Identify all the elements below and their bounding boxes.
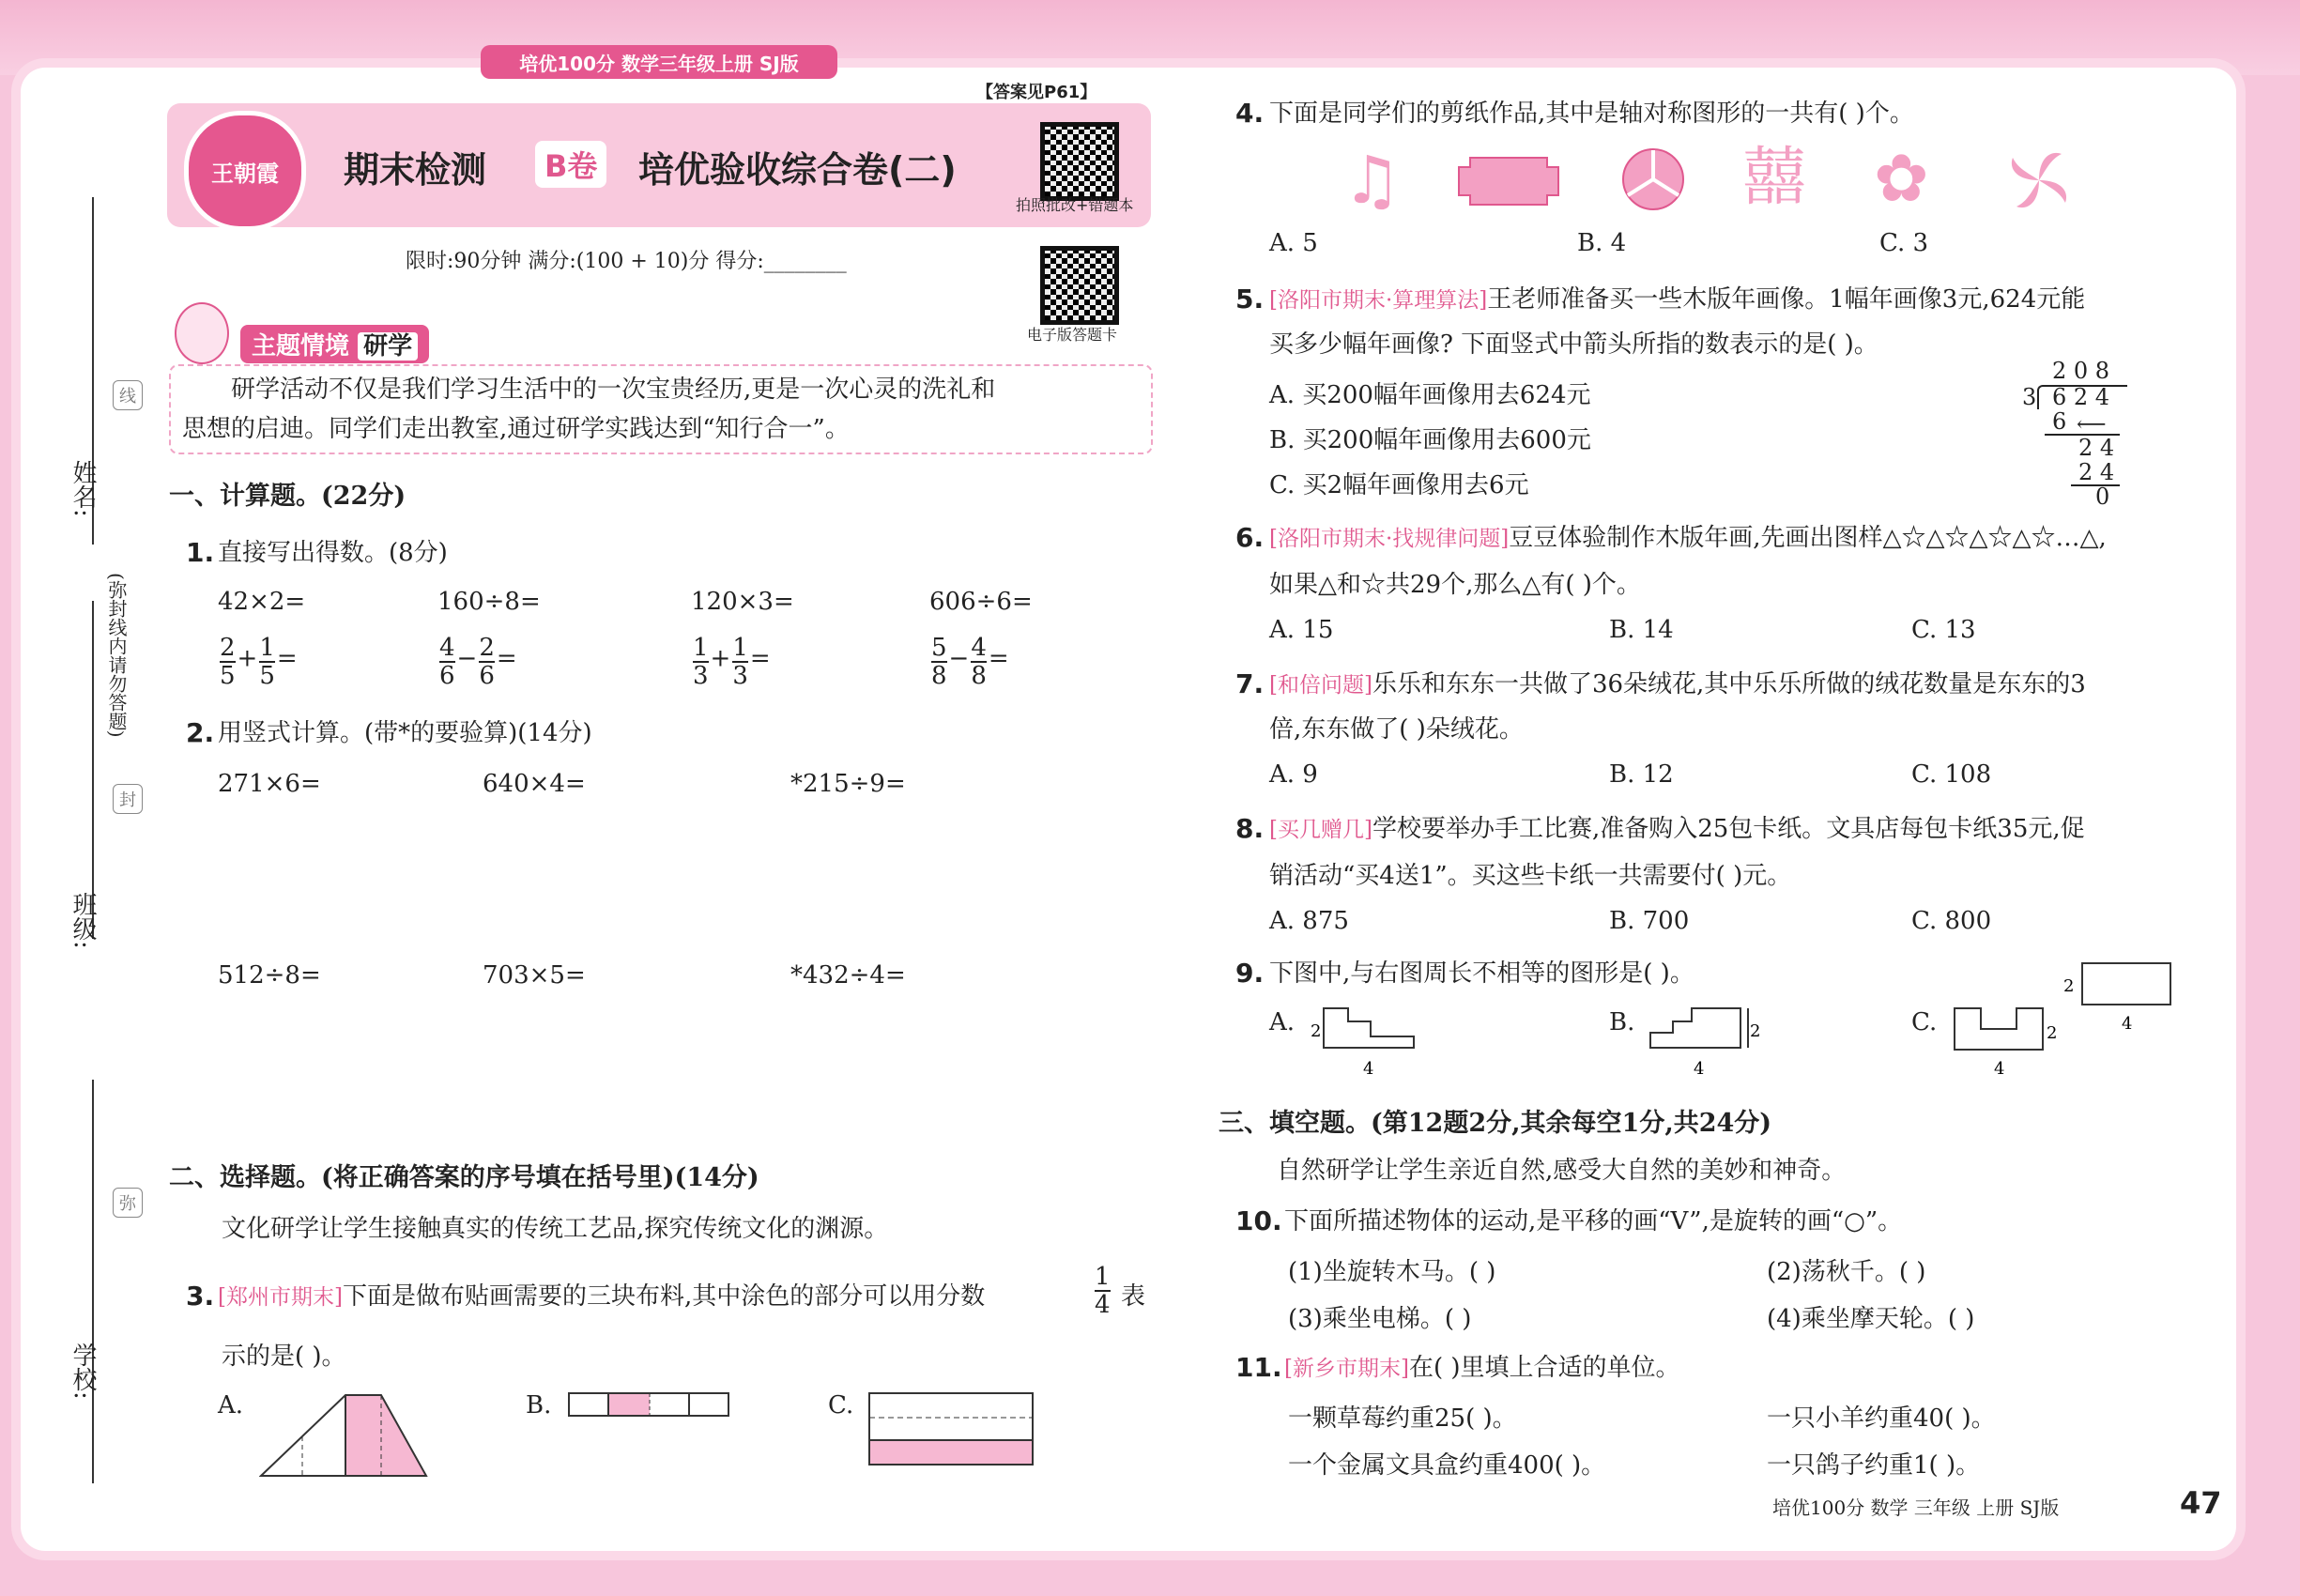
ribbon-paper-cut [1457,156,1560,207]
division-remainder: 0 [2095,483,2110,510]
name-field-label: 姓名: [69,460,97,517]
q1-frac-item[interactable]: $\frac{5}{8}$ − $\frac{4}{8}$ = [931,634,1009,690]
q3-option-c[interactable]: C. [828,1391,854,1420]
q3-option-b[interactable]: B. [526,1391,552,1420]
q10-blank[interactable]: (4)乘坐摩天轮。( ) [1767,1305,1975,1333]
q9-c-height-label: 2 [2047,1023,2058,1043]
clover-icon: ✿ [1874,140,1929,217]
q10-blank[interactable]: (3)乘坐电梯。( ) [1288,1305,1472,1333]
q9-option-a[interactable]: A. [1269,1008,1296,1036]
q5-option-c[interactable]: C. 买2幅年画像用去6元 [1269,471,1529,499]
q4-option-b[interactable]: B. 4 [1577,229,1627,257]
q9-figure-c [1947,1003,2069,1082]
q8-option-b[interactable]: B. 700 [1609,907,1690,935]
q11-blank[interactable]: 一颗草莓约重25( )。 [1288,1404,1517,1433]
q9-figure-b [1639,1003,1771,1082]
exam-meta: 限时:90分钟 满分:(100 + 10)分 得分:________ [406,250,847,273]
q9-reference-rectangle [2062,958,2184,1036]
bar-fabric-figure [567,1391,730,1418]
music-note-icon: ♫ [1342,142,1402,219]
q10-number: 10. [1235,1205,1282,1236]
qr-caption-grading: 拍照批改+错题本 [1016,196,1134,214]
answer-reference: 【答案见P61】 [976,83,1097,102]
section2-intro: 文化研学让学生接触真实的传统工艺品,探究传统文化的渊源。 [222,1215,889,1243]
binding-line-bottom [92,1080,94,1483]
q9-number: 9. [1235,958,1265,989]
q11-blank[interactable]: 一只小羊约重40( )。 [1767,1404,1996,1433]
fraction: $\frac{1}{3}$ [693,634,709,690]
q11-number: 11. [1235,1352,1282,1383]
trefoil-paper-cut [1620,146,1686,212]
theme-tag: 研学 [358,332,418,361]
q6-option-c[interactable]: C. 13 [1911,616,1976,644]
q1-number: 1. [186,537,215,568]
q2-item[interactable]: 512÷8= [218,961,321,990]
long-division-figure [2024,359,2137,509]
q1-frac-item[interactable]: $\frac{4}{6}$ − $\frac{2}{6}$ = [439,634,517,690]
q7-option-b[interactable]: B. 12 [1609,760,1674,789]
qr-code-icon[interactable] [1040,122,1119,201]
q1-item[interactable]: 42×2= [218,588,306,616]
q2-item[interactable]: 271×6= [218,770,321,798]
q1-item[interactable]: 160÷8= [437,588,541,616]
theme-label [240,325,429,363]
q7-text-line2: 倍,东东做了( )朵绒花。 [1269,715,1524,744]
top-band [0,0,2300,75]
q8-text-line1: [买几赠几]学校要举办手工比赛,准备购入25包卡纸。文具店每包卡纸35元,促 [1269,815,2085,843]
double-happiness-icon: 囍 [1742,141,1807,215]
q3-fraction: $\frac{1}{4}$ [1095,1263,1111,1319]
volume-badge: B卷 [535,141,606,188]
q7-tag: [和倍问题] [1269,673,1372,698]
section1-title: 一、计算题。(22分) [169,482,406,511]
q6-option-a[interactable]: A. 15 [1269,616,1334,644]
q9-c-width-label: 4 [1994,1059,2005,1079]
theme-text-line1: 研学活动不仅是我们学习生活中的一次宝贵经历,更是一次心灵的洗礼和 [231,376,996,404]
division-dividend: 6 2 4 [2052,384,2110,410]
q2-item[interactable]: *432÷4= [790,961,906,990]
q8-text-line2: 销活动“买4送1”。买这些卡纸一共需要付( )元。 [1269,862,1792,890]
q9-a-height-label: 2 [1311,1021,1322,1041]
q8-option-a[interactable]: A. 875 [1269,907,1349,935]
series-banner: 培优100分 数学三年级上册 SJ版 [481,45,837,79]
fraction: $\frac{1}{3}$ [732,634,748,690]
q7-number: 7. [1235,668,1265,699]
exam-type: 期末检测 [344,149,487,191]
q9-option-c[interactable]: C. [1911,1008,1938,1036]
q5-option-b[interactable]: B. 买200幅年画像用去600元 [1269,426,1591,454]
q9-ref-height-label: 2 [2063,976,2075,996]
q9-b-height-label: 2 [1750,1021,1761,1041]
q10-text: 下面所描述物体的运动,是平移的画“V”,是旋转的画“○”。 [1284,1207,1903,1235]
qr-code-answer-card-icon[interactable] [1040,246,1119,325]
q11-tag: [新乡市期末] [1284,1357,1409,1381]
brand-logo: 王朝霞 [184,111,306,231]
q6-option-b[interactable]: B. 14 [1609,616,1674,644]
section2-title: 二、选择题。(将正确答案的序号填在括号里)(14分) [169,1163,759,1192]
girl-avatar-icon [175,302,229,364]
q6-text-line2: 如果△和☆共29个,那么△有( )个。 [1269,571,1641,599]
q11-blank[interactable]: 一只鸽子约重1( )。 [1767,1451,1981,1480]
q4-option-a[interactable]: A. 5 [1269,229,1318,257]
q5-text-line2: 买多少幅年画像? 下面竖式中箭头所指的数表示的是( )。 [1269,330,1878,359]
q1-frac-item[interactable]: $\frac{1}{3}$ + $\frac{1}{3}$ = [693,634,771,690]
rect-fabric-figure [867,1391,1035,1466]
division-step1: 6 [2052,408,2067,435]
q7-text-line1: [和倍问题]乐乐和东东一共做了36朵绒花,其中乐乐所做的绒花数量是东东的3 [1269,670,2086,698]
q8-option-c[interactable]: C. 800 [1911,907,1992,935]
q4-option-c[interactable]: C. 3 [1879,229,1929,257]
q2-item[interactable]: 640×4= [483,770,586,798]
q8-tag: [买几赠几] [1269,818,1372,842]
q6-text-line1: [洛阳市期末·找规律问题]豆豆体验制作木版年画,先画出图样△☆△☆△☆△☆…△, [1269,524,2107,552]
q9-figure-a [1301,1003,1423,1082]
q5-number: 5. [1235,284,1265,315]
triangle-fabric-figure [259,1393,428,1478]
q7-option-a[interactable]: A. 9 [1269,760,1318,789]
division-divisor: 3 [2022,384,2037,410]
class-field-label: 班级: [69,892,97,949]
q2-item[interactable]: *215÷9= [790,770,906,798]
q3-text-end: 表 [1121,1282,1146,1311]
q9-option-b[interactable]: B. [1609,1008,1635,1036]
q3-tag: [郑州市期末] [218,1285,343,1310]
q4-number: 4. [1235,98,1265,129]
q5-option-a[interactable]: A. 买200幅年画像用去624元 [1269,381,1591,409]
q4-text: 下面是同学们的剪纸作品,其中是轴对称图形的一共有( )个。 [1269,100,1914,128]
q1-frac-item[interactable]: $\frac{2}{5}$ + $\frac{1}{5}$ = [220,634,298,690]
q3-text: [郑州市期末]下面是做布贴画需要的三块布料,其中涂色的部分可以用分数 [218,1282,986,1311]
q9-ref-width-label: 4 [2122,1014,2133,1034]
division-step2: 2 4 [2078,435,2115,461]
q7-option-c[interactable]: C. 108 [1911,760,1992,789]
theme-text-line2: 思想的启迪。同学们走出教室,通过研学实践达到“知行合一”。 [182,415,850,443]
q2-number: 2. [186,717,215,748]
q10-blank[interactable]: (2)荡秋千。( ) [1767,1258,1926,1286]
section3-intro: 自然研学让学生亲近自然,感受大自然的美妙和神奇。 [1277,1157,1847,1185]
arrow-left-icon: ⟵ [2077,413,2107,437]
section3-title: 三、填空题。(第12题2分,其余每空1分,共24分) [1219,1109,1772,1138]
q9-a-width-label: 4 [1363,1059,1374,1079]
q3-text-line2: 示的是( )。 [222,1343,346,1371]
q11-text: [新乡市期末]在( )里填上合适的单位。 [1284,1354,1680,1382]
q3-number: 3. [186,1281,215,1312]
school-field-label: 学校: [69,1343,97,1400]
q5-text-line1: [洛阳市期末·算理算法]王老师准备买一些木版年画像。1幅年画像3元,624元能 [1269,285,2086,314]
q2-item[interactable]: 703×5= [483,961,586,990]
binding-line-mid [92,601,94,939]
pinwheel-paper-cut [2005,146,2073,214]
q8-number: 8. [1235,813,1265,844]
seal-mi-mark: 弥 [113,1188,143,1218]
exam-title: 培优验收综合卷(二) [638,149,957,191]
q6-tag: [洛阳市期末·找规律问题] [1269,527,1510,551]
theme-label-text: 主题情境 [252,332,350,361]
fraction: $\frac{4}{8}$ [971,634,987,690]
q6-number: 6. [1235,522,1265,553]
q11-blank[interactable]: 一个金属文具盒约重400( )。 [1288,1451,1606,1480]
q1-item[interactable]: 120×3= [691,588,794,616]
q5-tag: [洛阳市期末·算理算法] [1269,288,1488,313]
q2-text: 用竖式计算。(带*的要验算)(14分) [218,719,592,747]
q9-b-width-label: 4 [1694,1059,1705,1079]
seal-line-mark: 线 [113,380,143,410]
seal-feng-mark: 封 [113,784,143,814]
q3-option-a[interactable]: A. [218,1391,244,1420]
q9-text: 下图中,与右图周长不相等的图形是( )。 [1269,959,1694,988]
fraction: $\frac{4}{6}$ [439,634,455,690]
fraction: $\frac{2}{6}$ [479,634,495,690]
qr-caption-answer-card: 电子版答题卡 [1027,326,1118,344]
seal-notice: (弥封线内请勿答题) [105,573,128,738]
page-number: 47 [2180,1485,2222,1521]
footer-text: 培优100分 数学 三年级 上册 SJ版 [1772,1496,2060,1519]
fraction: $\frac{5}{8}$ [931,634,947,690]
q1-item[interactable]: 606÷6= [929,588,1033,616]
q1-text: 直接写出得数。(8分) [218,539,448,567]
fraction: $\frac{2}{5}$ [220,634,236,690]
division-quotient: 2 0 8 [2052,358,2110,384]
fraction: $\frac{1}{5}$ [259,634,275,690]
q10-blank[interactable]: (1)坐旋转木马。( ) [1288,1258,1496,1286]
division-step3: 2 4 [2078,459,2115,485]
